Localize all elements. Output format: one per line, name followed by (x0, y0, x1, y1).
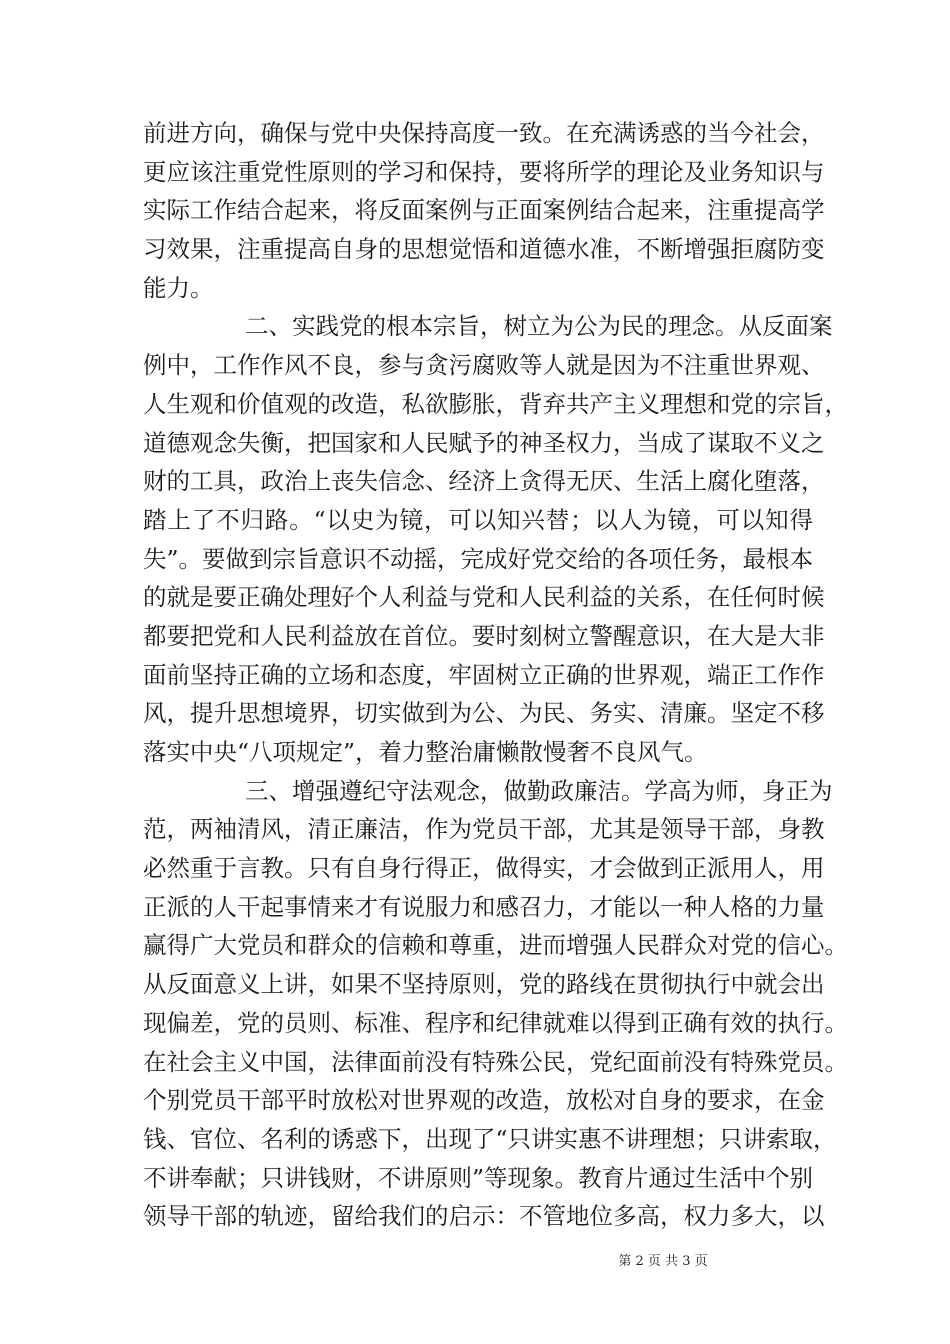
text-line: 实际工作结合起来，将反面案例与正面案例结合起来，注重提高学 (143, 196, 825, 225)
text-line: 个别党员干部平时放松对世界观的改造，放松对自身的要求，在金 (143, 1086, 825, 1115)
text-line: 人生观和价值观的改造，私欲膨胀，背弃共产主义理想和党的宗旨， (143, 389, 848, 418)
text-line: 道德观念失衡，把国家和人民赋予的神圣权力，当成了谋取不义之 (143, 428, 825, 457)
section-heading-line: 三、增强遵纪守法观念，做勤政廉洁。学高为师，身正为 (245, 776, 833, 805)
text-line: 前进方向，确保与党中央保持高度一致。在充满诱惑的当今社会， (143, 119, 825, 147)
text-line: 落实中央“八项规定”，着力整治庸懒散慢奢不良风气。 (143, 738, 708, 766)
text-line: 踏上了不归路。“以史为镜，可以知兴替；以人为镜，可以知得 (143, 505, 813, 534)
text-line: 的就是要正确处理好个人利益与党和人民利益的关系，在任何时候 (143, 583, 825, 612)
text-line: 能力。 (143, 273, 214, 302)
text-line: 习效果，注重提高自身的思想觉悟和道德水准，不断增强拒腐防变 (143, 235, 825, 264)
text-line: 正派的人干起事情来才有说服力和感召力，才能以一种人格的力量 (143, 892, 825, 921)
text-line: 钱、官位、名利的诱惑下，出现了“只讲实惠不讲理想；只讲索取， (143, 1124, 837, 1153)
text-line: 必然重于言教。只有自身行得正，做得实，才会做到正派用人，用 (143, 854, 825, 883)
page-number-text: 第 2 页 共 3 页 (618, 1254, 708, 1269)
section-heading-line: 二、实践党的根本宗旨，树立为公为民的理念。从反面案 (245, 312, 833, 341)
body-text (143, 114, 848, 1236)
text-line: 失”。要做到宗旨意识不动摇，完成好党交给的各项任务，最根本 (143, 544, 814, 573)
text-line: 领导干部的轨迹，留给我们的启示：不管地位多高，权力多大，以 (143, 1202, 825, 1231)
text-line: 从反面意义上讲，如果不坚持原则，党的路线在贯彻执行中就会出 (143, 970, 825, 999)
text-line: 都要把党和人民利益放在首位。要时刻树立警醒意识，在大是大非 (143, 621, 825, 650)
text-line: 面前坚持正确的立场和态度，牢固树立正确的世界观，端正工作作 (143, 660, 825, 689)
text-line: 赢得广大党员和群众的信赖和尊重，进而增强人民群众对党的信心。 (143, 931, 848, 960)
text-line: 例中，工作作风不良，参与贪污腐败等人就是因为不注重世界观、 (143, 351, 825, 380)
text-line: 现偏差，党的员则、标准、程序和纪律就难以得到正确有效的执行。 (143, 1008, 848, 1037)
text-line: 风，提升思想境界，切实做到为公、为民、务实、清廉。坚定不移 (143, 699, 825, 728)
text-line: 在社会主义中国，法律面前没有特殊公民，党纪面前没有特殊党员。 (143, 1047, 848, 1076)
text-line: 更应该注重党性原则的学习和保持，要将所学的理论及业务知识与 (143, 157, 825, 186)
text-line: 范，两袖清风，清正廉洁，作为党员干部，尤其是领导干部，身教 (143, 815, 825, 844)
page-number (0, 1253, 950, 1271)
text-line: 不讲奉献；只讲钱财，不讲原则”等现象。教育片通过生活中个别 (143, 1163, 814, 1192)
text-line: 财的工具，政治上丧失信念、经济上贪得无厌、生活上腐化堕落， (143, 467, 825, 496)
